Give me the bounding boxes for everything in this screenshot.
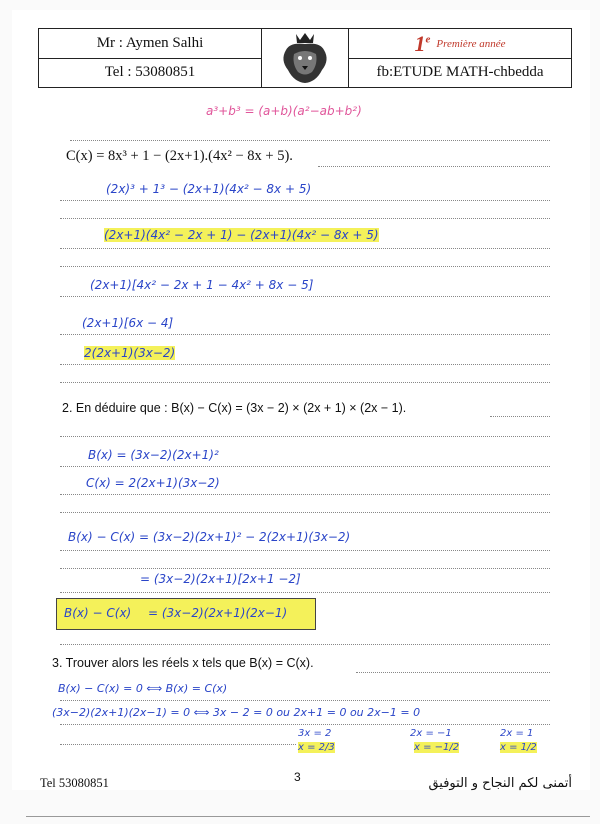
dotted-line [60, 436, 550, 437]
question-2: 2. En déduire que : B(x) − C(x) = (3x − 2) × (2x + 1) × (2x − 1). [62, 401, 407, 415]
dotted-line [60, 364, 550, 365]
product-zero-line: (3x−2)(2x+1)(2x−1) = 0 ⟺ 3x − 2 = 0 ou 2x+1 = 0 ou 2x−1 = 0 [52, 706, 421, 719]
formula-hint: a³+b³ = (a+b)(a²−ab+b²) [206, 104, 362, 118]
author-tel: Tel : 53080851 [104, 64, 196, 80]
dotted-line [60, 494, 550, 495]
dotted-line [60, 466, 550, 467]
dotted-line [60, 568, 550, 569]
question-3: 3. Trouver alors les réels x tels que B(x) = C(x). [52, 656, 314, 670]
difference-step: B(x) − C(x) = (3x−2)(2x+1)² − 2(2x+1)(3x−2) [68, 530, 351, 544]
dotted-line [356, 672, 550, 673]
sol3-eq: 2x = 1 [500, 728, 534, 739]
equivalence-line: B(x) − C(x) = 0 ⟺ B(x) = C(x) [58, 682, 228, 695]
arabic-wish: أتمنى لكم النجاح و التوفيق [428, 776, 572, 791]
dotted-line [60, 512, 550, 513]
dotted-line [60, 296, 550, 297]
dotted-line [60, 248, 550, 249]
step-5: 2(2x+1)(3x−2) [84, 346, 176, 360]
dotted-line [318, 166, 550, 167]
step-1: (2x)³ + 1³ − (2x+1)(4x² − 8x + 5) [106, 182, 312, 196]
next-page-edge [26, 816, 590, 817]
header-right [348, 29, 571, 87]
level-number: 1e [414, 30, 431, 56]
result-right: = (3x−2)(2x+1)(2x−1) [148, 606, 288, 620]
page-number: 3 [294, 770, 301, 784]
dotted-line [60, 724, 550, 725]
result-left: B(x) − C(x) [64, 606, 132, 620]
step-2: (2x+1)(4x² − 2x + 1) − (2x+1)(4x² − 8x + 5) [104, 228, 379, 242]
sol3: x = 1/2 [500, 742, 537, 753]
facebook-page: fb:ETUDE MATH-chbedda [376, 64, 544, 80]
dotted-line [60, 644, 550, 645]
step-3: (2x+1)[4x² − 2x + 1 − 4x² + 8x − 5] [90, 278, 314, 292]
dotted-line [60, 218, 550, 219]
factor-step: = (3x−2)(2x+1)[2x+1 −2] [140, 572, 301, 586]
dotted-line [60, 382, 550, 383]
b-expression: B(x) = (3x−2)(2x+1)² [88, 448, 219, 462]
level-label: Première année [436, 37, 506, 50]
c-result: C(x) = 2(2x+1)(3x−2) [86, 476, 220, 490]
dotted-line [60, 592, 550, 593]
worksheet-page [12, 10, 590, 790]
sol1: x = 2/3 [298, 742, 335, 753]
lion-logo [262, 29, 348, 87]
dotted-line [60, 266, 550, 267]
dotted-line [60, 200, 550, 201]
dotted-line [70, 140, 550, 141]
step-4: (2x+1)[6x − 4] [82, 316, 174, 330]
dotted-line [60, 700, 550, 701]
footer-tel: Tel 53080851 [40, 776, 109, 790]
c-expression: C(x) = 8x³ + 1 − (2x+1).(4x² − 8x + 5). [66, 148, 293, 164]
header-left [39, 29, 262, 87]
dotted-line [60, 744, 296, 745]
level-row [349, 29, 571, 59]
dotted-line [60, 550, 550, 551]
lion-logo-icon [276, 30, 334, 86]
sol1-eq: 3x = 2 [298, 728, 332, 739]
header-box [38, 28, 572, 88]
dotted-line [60, 334, 550, 335]
sol2: x = −1/2 [414, 742, 460, 753]
dotted-line [490, 416, 550, 417]
author-name: Mr : Aymen Salhi [39, 29, 261, 59]
sol2-eq: 2x = −1 [410, 728, 452, 739]
